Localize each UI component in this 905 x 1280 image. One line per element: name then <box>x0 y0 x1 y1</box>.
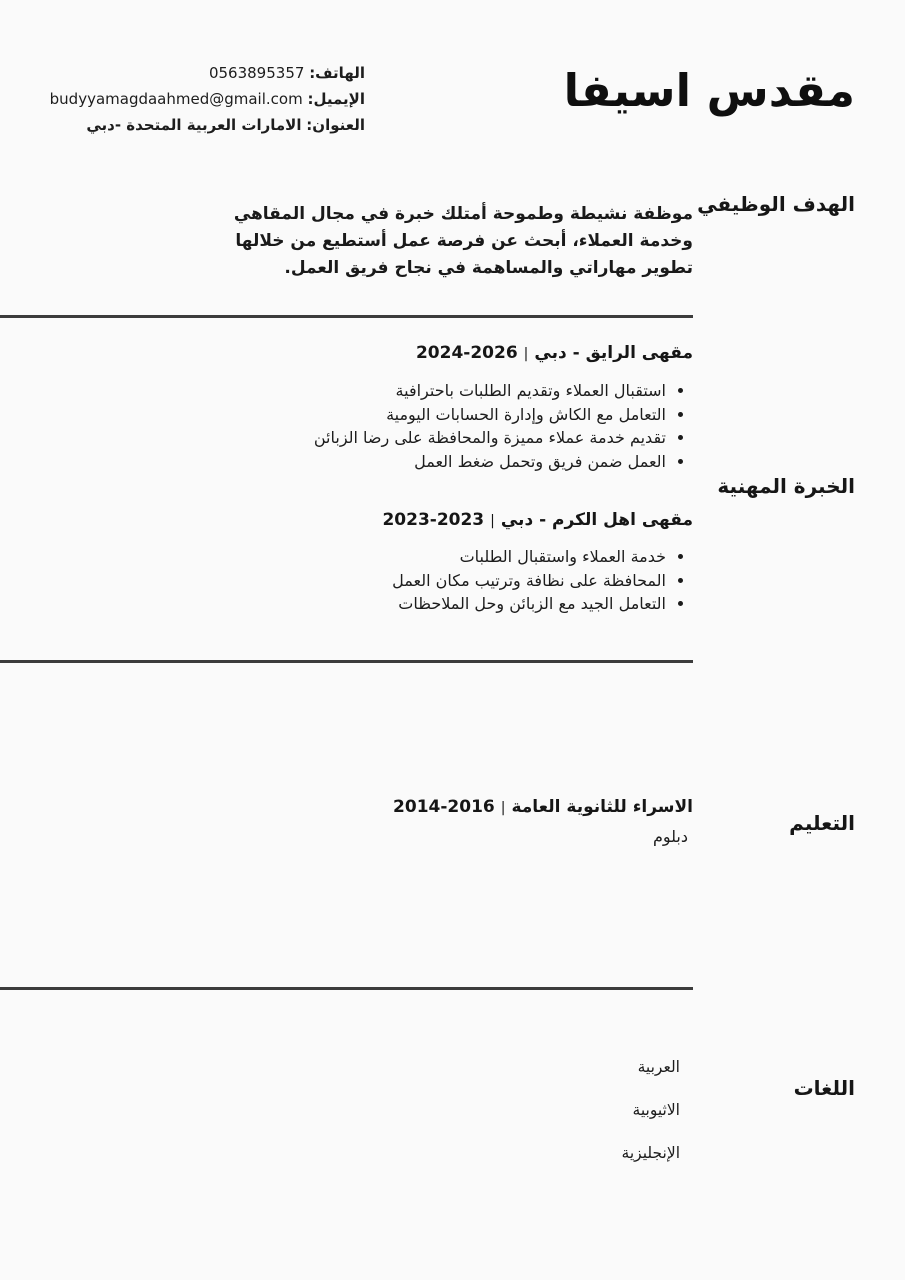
phone-label: الهاتف: <box>309 64 365 82</box>
school-name: الاسراء للثانوية العامة <box>511 797 693 817</box>
bullet-text: استقبال العملاء وتقديم الطلبات باحترافية <box>395 381 666 401</box>
date-separator: | <box>523 346 529 362</box>
contact-block <box>50 60 365 138</box>
job-title <box>416 343 693 363</box>
address-line <box>50 112 365 138</box>
section-heading-objective: الهدف الوظيفي <box>697 192 855 216</box>
section-divider <box>0 315 693 318</box>
bullet-dot-icon <box>678 601 683 606</box>
job-name: مقهى الرايق - دبي <box>534 343 693 363</box>
phone-value: 0563895357 <box>208 64 305 82</box>
bullet-text: التعامل مع الكاش وإدارة الحسابات اليومية <box>386 404 666 424</box>
bullet-text: العمل ضمن فريق وتحمل ضغط العمل <box>414 451 666 471</box>
bullet-dot-icon <box>678 554 683 559</box>
job-bullet-list <box>314 379 683 473</box>
school-dates: 2014-2016 <box>393 797 495 817</box>
job-bullet <box>392 592 683 616</box>
job-bullet <box>314 379 683 403</box>
languages-list <box>622 1057 680 1186</box>
section-heading-education: التعليم <box>789 811 855 835</box>
email-label: الإيميل: <box>307 90 365 108</box>
job-bullet-list <box>392 545 683 616</box>
bullet-dot-icon <box>678 459 683 464</box>
job-title <box>382 510 693 530</box>
bullet-text: خدمة العملاء واستقبال الطلبات <box>459 547 666 567</box>
section-heading-languages: اللغات <box>793 1076 855 1100</box>
school-title <box>393 797 693 817</box>
bullet-text: المحافظة على نظافة وترتيب مكان العمل <box>392 570 666 590</box>
job-dates: 2023-2023 <box>382 510 485 530</box>
bullet-dot-icon <box>678 435 683 440</box>
address-label: العنوان: <box>306 116 365 134</box>
bullet-text: تقديم خدمة عملاء مميزة والمحافظة على رضا الزبائن <box>313 428 666 448</box>
job-bullet <box>314 426 683 450</box>
job-bullet <box>392 545 683 569</box>
bullet-text: التعامل الجيد مع الزبائن وحل الملاحظات <box>398 594 666 614</box>
language-item: الإنجليزية <box>621 1144 680 1162</box>
language-item: العربية <box>637 1058 680 1076</box>
job-dates: 2024-2026 <box>415 343 518 363</box>
date-separator: | <box>490 513 495 529</box>
job-name: مقهى اهل الكرم - دبي <box>500 510 693 530</box>
bullet-dot-icon <box>678 412 683 417</box>
bullet-dot-icon <box>678 578 683 583</box>
job-bullet <box>392 569 683 593</box>
section-heading-experience: الخبرة المهنية <box>717 474 855 498</box>
date-separator: | <box>500 800 506 816</box>
objective-text: موظفة نشيطة وطموحة أمتلك خبرة في مجال المقاهي وخدمة العملاء، أبحث عن فرصة عمل أستطيع من خلالها تطوير مهاراتي والمساهمة في نجاح فريق العمل. <box>233 204 693 278</box>
address-value: الامارات العربية المتحدة -دبي <box>86 116 302 134</box>
email-value: budyyamagdaahmed@gmail.com <box>49 90 303 108</box>
job-bullet <box>314 403 683 427</box>
section-divider <box>0 987 693 990</box>
email-line <box>50 86 365 112</box>
section-divider <box>0 660 693 663</box>
degree-text: دبلوم <box>652 827 688 846</box>
phone-line <box>50 60 365 86</box>
language-item: الاثيوبية <box>632 1101 680 1119</box>
candidate-name: مقدس اسيفا <box>563 64 855 117</box>
bullet-dot-icon <box>678 388 683 393</box>
job-bullet <box>314 450 683 474</box>
